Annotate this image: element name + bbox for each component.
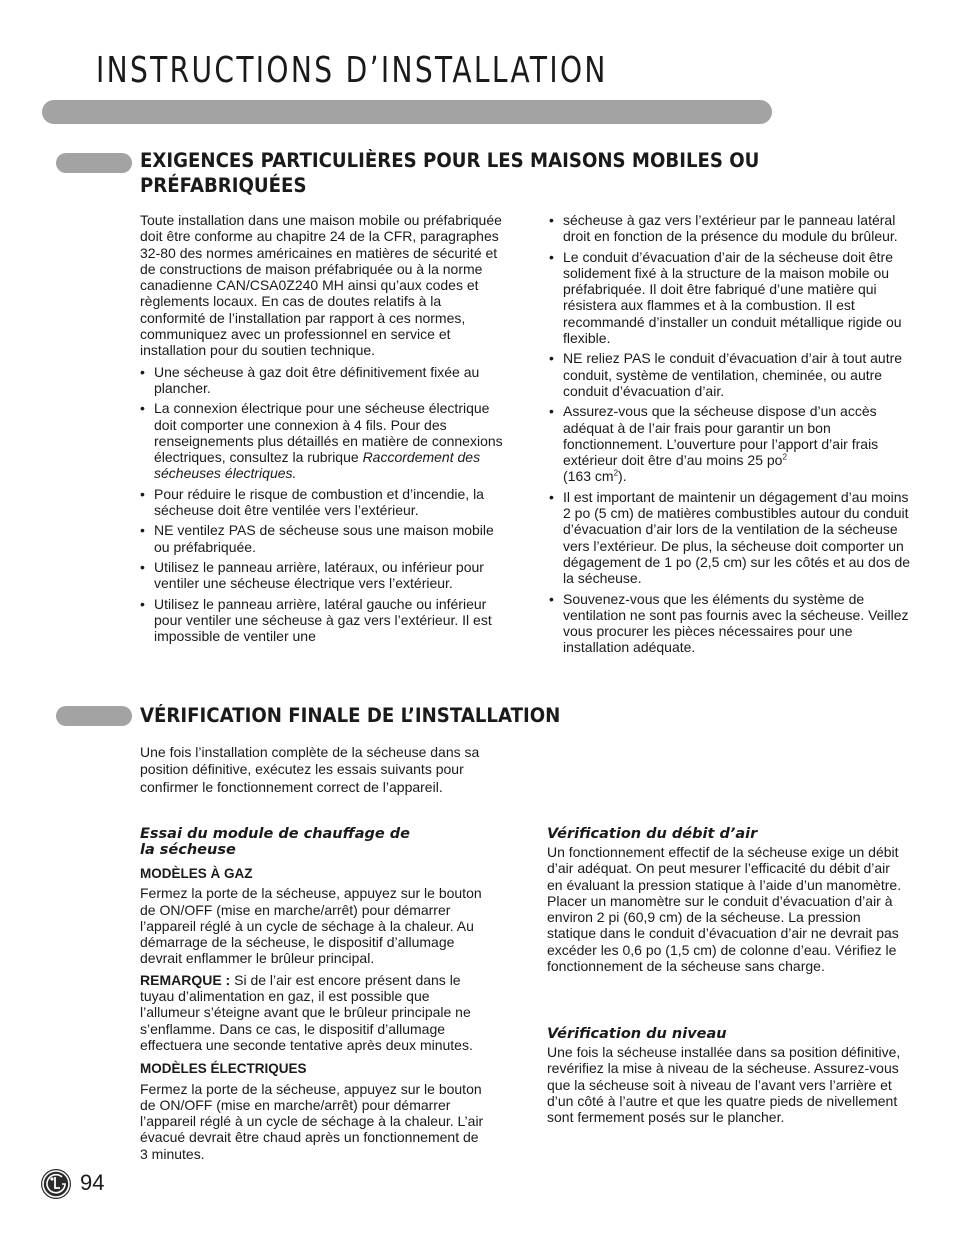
section2-intro: Une fois l’installation complète de la sécheuse dans sa position définitive, exécutez les essais suivants pour confirmer le fonctionnement correct de l’appareil. — [140, 744, 480, 795]
note-paragraph: REMARQUE : Si de l’air est encore présent dans le tuyau d’alimentation en gaz, il est possible que l’allumeur s’éteigne avant que le brûleur principale ne s’enflamme. Dans ce cas, le dispositif d’allumage effectuera une seconde tentative après deux minutes. — [140, 971, 473, 1053]
section1-left-bullets — [140, 364, 508, 645]
section1-intro: Toute installation dans une maison mobile ou préfabriquée doit être conforme au chapitre 24 de la CFR, paragraphes 32-80 des normes américaines en matières de sécurité et de constructions de maison préfabriquée ou à la norme canadienne CAN/CSA0Z240 MH ainsi qu’aux codes et règlements locaux. En cas de doutes relatifs à la conformité de l’installation par rapport à ces normes, communiquez avec un professionnel en service et installation pour du soutien technique. — [140, 212, 502, 359]
section1-right-column — [549, 212, 914, 660]
list-item: • Le conduit d’évacuation d’air de la sécheuse doit être solidement fixé à la structure de la maison mobile ou préfabriquée. Il doit être fabriqué d’une matière qui résistera aux flammes et à la combustion. Il est recommandé d’installer un conduit métallique rigide ou flexible. — [549, 249, 914, 347]
section-marker-pill — [56, 706, 132, 726]
gas-models-label: MODÈLES À GAZ — [140, 866, 253, 881]
gas-models-text: Fermez la porte de la sécheuse, appuyez sur le bouton de ON/OFF (mise en marche/arrêt) pour démarrer l’appareil réglé à un cycle de séchage à la chaleur. Au démarrage de la sécheuse, le dispositif d’allumage devrait enflammer le brûleur principal. — [140, 885, 482, 967]
level-check-title: Vérification du niveau — [547, 1026, 727, 1042]
section-heading-line1: EXIGENCES PARTICULIÈRES POUR LES MAISONS MOBILES OU — [140, 149, 760, 172]
electric-models-text: Fermez la porte de la sécheuse, appuyez sur le bouton de ON/OFF (mise en marche/arrêt) pour démarrer l’appareil réglé à un cycle de séchage à la chaleur. L’air évacué devrait être chaud après un fonctionnement de 3 minutes. — [140, 1080, 484, 1162]
airflow-check-column — [547, 826, 907, 979]
section-marker-pill — [56, 153, 132, 173]
electric-models-label: MODÈLES ÉLECTRIQUES — [140, 1061, 307, 1077]
level-check-column — [547, 1026, 907, 1130]
list-item: • Souvenez-vous que les éléments du système de ventilation ne sont pas fournis avec la sécheuse. Veillez vous procurer les pièces nécessaires pour une installation adéquate. — [549, 591, 914, 656]
list-item: • NE reliez PAS le conduit d’évacuation d’air à tout autre conduit, système de ventilation, cheminée, ou autre conduit d’évacuation d’air. — [549, 350, 914, 399]
section1-right-bullets — [549, 212, 914, 656]
list-item: • Assurez-vous que la sécheuse dispose d’un accès adéquat à de l’air frais pour garantir un bon fonctionnement. L’ouverture pour l’apport d’air frais extérieur doit être d’au moins 25 $po^2$ (163 $cm^2$). — [549, 403, 914, 484]
list-item-continuation: • sécheuse à gaz vers l’extérieur par le panneau latéral droit en fonction de la présence du module du brûleur. — [549, 212, 914, 245]
list-item: • La connexion électrique pour une sécheuse électrique doit comporter une connexion à 4 fils. Pour des renseignements plus détaillés en matière de connexions électriques, consultez la rubrique Raccordement des sécheuses électriques. — [140, 400, 508, 481]
list-item: • NE ventilez PAS de sécheuse sous une maison mobile ou préfabriquée. — [140, 522, 508, 555]
page-number: 94 — [80, 1170, 105, 1195]
heat-test-column — [140, 826, 485, 1167]
section-heading-mobile-homes — [140, 148, 759, 198]
airflow-check-text: Un fonctionnement effectif de la sécheuse exige un débit d’air adéquat. On peut mesurer l’efficacité du débit d’air en évaluant la pression statique à l’aide d’un manomètre. Placer un manomètre sur le conduit d’évacuation d’air à environ 2 pi (60,9 cm) de la sécheuse. La pression statique dans le conduit d’évacuation d’air ne devrait pas excéder les 0,6 po (1,5 cm) de colonne d’eau. Vérifiez le fonctionnement de la sécheuse sans charge. — [547, 844, 902, 975]
lg-logo-icon — [41, 1169, 71, 1199]
heat-test-title: Essai du module de chauffage de la sécheuse — [140, 826, 410, 858]
section1-left-column — [140, 212, 508, 648]
list-item: • Il est important de maintenir un dégagement d’au moins 2 po (5 cm) de matières combustibles autour du conduit d’évacuation d’air lors de la ventilation de la sécheuse vers l’extérieur. De plus, la sécheuse doit comporter un dégagement de 1 po (2,5 cm) sur les côtés et au dos de la sécheuse. — [549, 489, 914, 587]
section-heading-final-check: VÉRIFICATION FINALE DE L’INSTALLATION — [140, 704, 561, 727]
list-item: • Pour réduire le risque de combustion et d’incendie, la sécheuse doit être ventilée vers l’extérieur. — [140, 486, 508, 519]
section-heading-line2: PRÉFABRIQUÉES — [140, 174, 307, 197]
page-title: INSTRUCTIONS D’INSTALLATION — [96, 50, 608, 91]
list-item: • Une sécheuse à gaz doit être définitivement fixée au plancher. — [140, 364, 508, 397]
cross-reference: Raccordement des sécheuses électriques. — [154, 449, 481, 482]
level-check-text: Une fois la sécheuse installée dans sa position définitive, revérifiez la mise à niveau de la sécheuse. Assurez-vous que la sécheuse soit à niveau de l’avant vers l’arrière et d’un côté à l’autre et que les quatre pieds de nivellement sont fermement posés sur le plancher. — [547, 1044, 901, 1126]
airflow-check-title: Vérification du débit d’air — [547, 826, 758, 842]
title-divider-bar — [42, 100, 772, 124]
list-item: • Utilisez le panneau arrière, latéral gauche ou inférieur pour ventiler une sécheuse à gaz vers l’extérieur. Il est impossible de ventiler une — [140, 596, 508, 645]
list-item: • Utilisez le panneau arrière, latéraux, ou inférieur pour ventiler une sécheuse électrique vers l’extérieur. — [140, 559, 508, 592]
